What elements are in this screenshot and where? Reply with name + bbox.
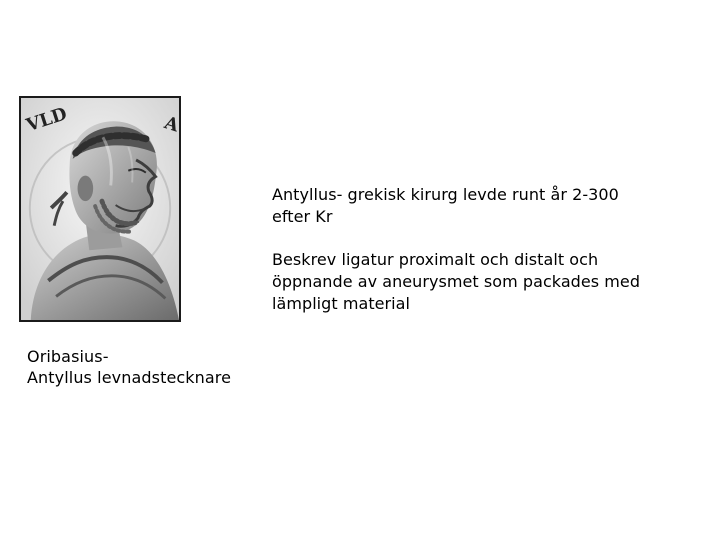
description-line-3: lämpligt material [272, 294, 411, 313]
description-paragraph [272, 249, 662, 315]
intro-line-1: Antyllus- grekisk kirurg levde runt år 2-300 [272, 185, 619, 204]
coin-legend-right: A [161, 112, 182, 137]
intro-line-2: efter Kr [272, 207, 333, 226]
portrait-caption [27, 346, 267, 388]
caption-name: Oribasius- [27, 347, 109, 366]
description-line-1: Beskrev ligatur proximalt och distalt och [272, 250, 599, 269]
coin-portrait-illustration [21, 98, 182, 320]
coin-legend-left: VLD [23, 103, 70, 137]
description-line-2: öppnande av aneurysmet som packades med [272, 272, 641, 291]
intro-paragraph [272, 184, 662, 228]
caption-description: Antyllus levnadstecknare [27, 368, 232, 387]
portrait-image [19, 96, 181, 322]
